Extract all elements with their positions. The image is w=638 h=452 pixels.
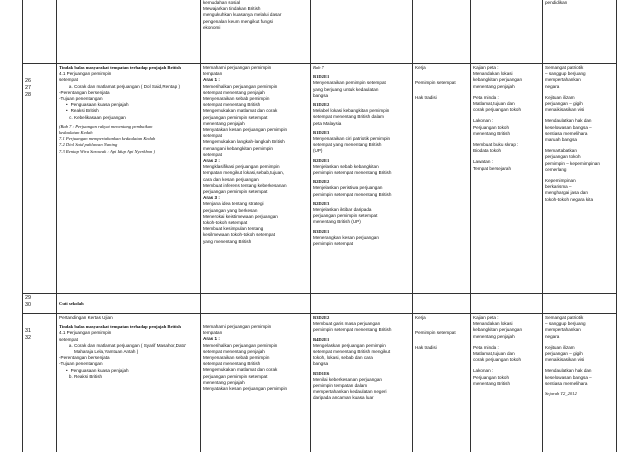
outcome-code: B2D2E1 — [313, 157, 330, 163]
objective-line: Membuat kesimpulan tentang — [203, 226, 264, 232]
outcomes-cell — [311, 314, 413, 452]
table-row-weeks-29-30 — [23, 294, 617, 314]
values-line: maruah bangsa — [545, 137, 577, 143]
values-line: Semangat patriotik — [545, 65, 584, 70]
objective-line: perjuangan pemimpin setempat — [203, 373, 268, 379]
values-line: Mendaulatkan hak dan — [545, 118, 592, 124]
objective-line: Memahami perjuangan pemimpin — [203, 65, 272, 70]
objective-line: setempat menentang British — [203, 102, 261, 108]
activity-line: Lakonan : — [473, 118, 494, 124]
objectives-cell — [201, 64, 311, 294]
outcome-text: tokoh, lokasi, sebab dan cara — [313, 355, 373, 361]
activity-line: Lawatan : — [473, 159, 493, 165]
values-cell — [543, 294, 617, 314]
outcome-text: yang berjuang untuk kedaulatan — [313, 86, 379, 92]
activity-line: Menandakan lokasi — [473, 71, 513, 77]
outcome-text: setempat menentang British dalam — [313, 114, 384, 120]
objective-line: menentang penjajah — [203, 379, 245, 385]
outcome-code: B1D2E3 — [313, 129, 330, 135]
objective-line: Aras 1 : — [203, 336, 220, 342]
topic-cell — [57, 294, 201, 314]
week-cell — [23, 64, 57, 294]
outcome-text: bangsa — [313, 361, 329, 367]
chapter-note — [59, 124, 198, 155]
objective-line: mengukuhkan kuasanya melalui dasar — [203, 12, 282, 18]
objective-line: menentang penjajah — [203, 120, 245, 126]
topic-cell — [57, 314, 201, 452]
activity-line: menentang penjajah — [473, 333, 515, 339]
topic-cell — [57, 64, 201, 294]
concept-line: Pemimpin setempat — [415, 80, 456, 86]
values-line: menaikisasikan visi — [545, 107, 585, 113]
outcome-text: Menerangkan kesan perjuangan — [313, 234, 379, 240]
outcome-text: pemimpin setempat — [313, 241, 354, 247]
outcome-text: mempertahankan kedaulatan negeri — [313, 389, 387, 395]
concept-line: Hak tradisi — [415, 345, 437, 351]
outcome-text: peta Malaysia — [313, 120, 342, 126]
outcome-text: menentang British (UP) — [313, 219, 361, 225]
objective-line: Aras 1 : — [203, 77, 220, 83]
activity-line: corak perjuangan tokoh — [473, 357, 522, 363]
objective-line: perjuangan pemimpin setempat — [203, 189, 268, 195]
objective-line: setempat menentang penjajah — [203, 348, 265, 354]
values-line: sentiasa memelihara — [545, 380, 588, 386]
bullet-item: • Penguasaan kuasa penjajah — [72, 102, 198, 108]
week-number: 27 — [25, 85, 31, 91]
topic-heading: Pertandingan Kertas Ujian — [59, 315, 113, 320]
topic-item: -Tujuan penentangan — [59, 96, 103, 102]
activity-cell — [471, 314, 543, 452]
objective-line: Menerokai keistimewaan perjuangan — [203, 213, 278, 219]
outcome-text: setempat menentang British mengikut — [313, 349, 391, 355]
outcome-text: pemimpin tempatan dalam — [313, 383, 368, 389]
outcome-text: pemimpin setempat menentang British — [313, 170, 392, 176]
topic-item: 4.1 Perjuangan pemimpin — [59, 330, 112, 336]
week-number: 28 — [25, 92, 31, 98]
values-line: mempertahankan — [545, 77, 581, 83]
activity-cell — [471, 64, 543, 294]
outcome-code: B3D2E1 — [313, 228, 330, 234]
values-line: cemerlang — [545, 166, 567, 172]
outcome-code: B1D2E2 — [313, 102, 330, 108]
topic-item: setempat — [59, 77, 78, 83]
objective-line: Memahami perjuangan pemimpin — [203, 324, 272, 329]
objective-line: setempat menentang British — [203, 361, 261, 367]
week-cell — [23, 314, 57, 452]
activity-line: Biodata tokoh — [473, 148, 502, 154]
chapter-note-line: 7.3 Rentap Wira Sarawak : Api Idup Api Nyerkbon ) — [59, 148, 156, 154]
concept-cell — [413, 294, 471, 314]
objective-line: perjuangan yang berkesan — [203, 207, 258, 213]
subtopic-item: a. Corak dan matlamat perjuangan ( Syarif Masahor,Dato' Maharaja Lela,Yamtuan Antah ) — [74, 343, 198, 355]
objective-line: tempatan mengikut lokasi,sebab,tujuan, — [203, 170, 284, 176]
values-line: pemimpin – kepemimpinan — [545, 160, 600, 166]
activity-line: Matlamat,tujuan dan — [473, 101, 515, 107]
objective-line: pengenalan keum mengikut fungsi — [203, 18, 273, 24]
objective-line: tempatan — [203, 330, 223, 336]
activity-line: Membuat buku skrap : — [473, 142, 519, 148]
outcome-code: B1D2E1 — [313, 74, 330, 80]
objective-line: Mengklasifikasi perjuangan pemimpin — [203, 164, 280, 170]
activity-line: Perjuangan tokoh — [473, 124, 510, 130]
objective-line: Menjana idea tentang strategi — [203, 201, 264, 207]
objective-line: Aras 2 : — [203, 158, 220, 164]
values-line: Memartabatkan — [545, 148, 577, 154]
outcome-code: B2D2E3 — [313, 200, 330, 206]
subtopic-list — [59, 84, 198, 90]
objective-line: kemudahan sosial — [203, 0, 241, 5]
values-line: menaikisasikan visi — [545, 357, 585, 363]
outcome-text: daripada ancaman kuasa luar — [313, 395, 374, 401]
activity-line: Peta minda : — [473, 94, 499, 100]
concept-line: Kerja — [415, 315, 426, 320]
values-line: berkarisma – — [545, 184, 572, 190]
objective-line: menangani kebangkitan pemimpin — [203, 145, 273, 151]
concept-cell — [413, 0, 471, 64]
objective-line: Mengemukakan matlamat dan corak — [203, 367, 278, 373]
values-line: negara — [545, 83, 560, 89]
objective-line: Menyatakan kesan perjuangan pemimpin — [203, 386, 288, 392]
objective-line: Menyenaraikan sebab pemimpin — [203, 355, 270, 361]
activity-line: menentang British — [473, 130, 511, 136]
outcome-text: Menjelaskan peristiwa perjuangan — [313, 185, 383, 191]
values-line: – sanggup berjuang — [545, 71, 586, 77]
values-line: sentiasa memelihara — [545, 130, 588, 136]
outcome-text: Melabel lokasi kebangkitan pemimpin — [313, 108, 390, 114]
outcome-text: Mengelaskan perjuangan pemimpin — [313, 342, 386, 348]
activity-line: Perjuangan tokoh — [473, 374, 510, 380]
week-cell — [23, 294, 57, 314]
objective-line: setempat — [203, 133, 222, 139]
values-cell — [543, 0, 617, 64]
outcome-text: Menyenaraikan ciri patriotik pemimpin — [313, 136, 391, 142]
topic-cell — [57, 0, 201, 64]
objective-line: ekonomi — [203, 24, 221, 30]
objective-line: perjuangan pemimpin setempat — [203, 114, 268, 120]
values-line: mempertahankan — [545, 327, 581, 333]
values-line: Kepemimpinan — [545, 178, 576, 184]
values-line: Mendaulatkan hak dan — [545, 368, 592, 374]
bullet-item: • Penguasaan kuasa penjajah — [72, 368, 198, 374]
outcomes-cell — [311, 294, 413, 314]
topic-item: -Tujuan penentangan — [59, 361, 103, 367]
outcome-code: B3D2E2 — [313, 315, 330, 320]
values-line: perjuangan – gigih — [545, 101, 583, 107]
activity-line: kebangkitan perjuangan — [473, 327, 523, 333]
week-number: 31 — [25, 328, 31, 334]
activity-line: menentang penjajah — [473, 83, 515, 89]
outcome-text: Menjelaskan sebab kebangkitan — [313, 163, 379, 169]
activity-line: Peta minda : — [473, 344, 499, 350]
concept-line: Hak tradisi — [415, 95, 437, 101]
outcome-text: bangsa — [313, 92, 329, 98]
outcome-text: (UP) — [313, 148, 323, 154]
activity-line: Matlamat,tujuan dan — [473, 351, 515, 357]
table-row-weeks-31-32 — [23, 314, 617, 452]
objectives-cell — [201, 0, 311, 64]
subtopic-item: a. Corak dan matlamat perjuangan ( Dol Said,Rentap ) — [74, 84, 198, 90]
bullet-item: • Reaksi British — [72, 108, 198, 114]
objective-line: Mengemukakan matlamat dan corak — [203, 108, 278, 114]
values-line: – sanggup berjuang — [545, 321, 586, 327]
document-signature: Sejarah T2_2012 — [545, 391, 577, 397]
outcome-text: perjuangan pemimpin setempat — [313, 213, 378, 219]
topic-title: Tindak balas masyarakat tempatan terhadap penjajah British — [59, 65, 181, 70]
concept-line: Pemimpin setempat — [415, 330, 456, 336]
topic-title: Tindak balas masyarakat tempatan terhadap penjajah British — [59, 324, 181, 330]
week-number: 32 — [25, 335, 31, 341]
chapter-note-line: 7.2 Diol Said pahlawan Naning — [59, 142, 118, 148]
concept-cell — [413, 64, 471, 294]
subtopic-item: c. Kebelikasaan perjuangan — [74, 115, 198, 121]
topic-item: 4.1 Perjuangan pemimpin — [59, 71, 112, 77]
topic-item: -Perentangan bersenjata — [59, 355, 110, 361]
objectives-cell — [201, 294, 311, 314]
outcomes-cell — [311, 0, 413, 64]
objective-line: Mengemukakan langkah-langkah British — [203, 139, 285, 145]
values-line: perjuangan tokoh — [545, 154, 581, 160]
table-row-continued — [23, 0, 617, 64]
values-line: Semangat patriotik — [545, 315, 584, 320]
values-line: Kejituan ilizam — [545, 344, 575, 350]
objective-line: tempatan — [203, 71, 223, 77]
values-cell — [543, 314, 617, 452]
subtopic-list — [59, 343, 198, 355]
subtopic-item: b. Reaksi British — [74, 374, 198, 380]
outcome-text: Menjelaskan iktibar daripada — [313, 207, 372, 213]
objective-line: Aras 3 : — [203, 195, 220, 201]
activity-line: kebangkitan perjuangan — [473, 77, 523, 83]
objective-line: setempat menentang penjajah — [203, 89, 265, 95]
values-line: Kejituan ilizam — [545, 94, 575, 100]
objective-line: Memerihalkan perjuangan pemimpin — [203, 83, 278, 89]
week-cell — [23, 0, 57, 64]
week-number: 29 — [25, 295, 31, 301]
chapter-note-line: 7.1 Perjuangan mempertahankan kedaulatan Kedah — [59, 136, 156, 142]
objective-line: Membuat inferens tentang keberkesanan — [203, 182, 287, 188]
chapter-note-line: (Bab 7 : Perjuangan rakyat menentang pembaikan — [59, 123, 153, 129]
values-cell — [543, 64, 617, 294]
outcome-text: pemimpin setempat menentang British — [313, 327, 392, 333]
topic-item: setempat — [59, 336, 78, 342]
values-line: keselowasan bangsa – — [545, 374, 592, 380]
holiday-label: Cuti sekolah — [59, 301, 84, 306]
objective-line: cara dan kesan perjuangan — [203, 176, 259, 182]
topic-item: -Perentangan bersenjata — [59, 89, 110, 95]
objectives-cell — [201, 314, 311, 452]
activity-line: corak perjuangan tokoh — [473, 107, 522, 113]
activity-line: Kajian peta : — [473, 315, 499, 320]
concept-cell — [413, 314, 471, 452]
values-line: negara — [545, 333, 560, 339]
activity-cell — [471, 294, 543, 314]
outcome-code: B2D2E2 — [313, 179, 330, 185]
concept-line: Kerja — [415, 65, 426, 70]
values-text: pendidikan — [545, 0, 568, 5]
activity-line: Kajian peta : — [473, 65, 499, 70]
objective-line: setempat — [203, 151, 222, 157]
objective-line: kesilmewaan tokoh-tokoh setempat — [203, 232, 276, 238]
table-row-weeks-26-28 — [23, 64, 617, 294]
activity-line: Menandakan lokasi — [473, 321, 513, 327]
outcomes-cell — [311, 64, 413, 294]
chapter-note-line: kedaulatan Kedah — [59, 130, 93, 136]
subtopic-list — [59, 374, 198, 380]
objective-line: Mewajarkan tindakan British — [203, 6, 261, 12]
week-number: 30 — [25, 302, 31, 308]
objective-line: tokoh-tokoh setempat — [203, 220, 248, 226]
outcome-text: pemimpin setempat menentang British — [313, 191, 392, 197]
values-line: perjuangan – gigih — [545, 351, 583, 357]
objective-line: yang menentang British — [203, 238, 252, 244]
values-line: menghargai jasa dan — [545, 190, 588, 196]
activity-cell — [471, 0, 543, 64]
objective-line: Menyenaraikan sebab pemimpin — [203, 96, 270, 102]
outcome-code: Bab 7 — [313, 65, 324, 70]
activity-line: menentang British — [473, 380, 511, 386]
objective-line: Memerihalkan perjuangan pemimpin — [203, 342, 278, 348]
outcome-code: B5D1E6 — [313, 370, 330, 376]
values-line: keselowasan bangsa – — [545, 124, 592, 130]
activity-line: Tempat bersejarah — [473, 165, 512, 171]
bullet-list — [59, 102, 198, 114]
outcome-text: Membuat garis masa perjuangan — [313, 321, 381, 327]
objective-line: Menyatakan kesan perjuangan pemimpin — [203, 127, 288, 133]
outcome-code: B4D2E1 — [313, 336, 330, 342]
outcome-text: Menilai keberkesanan perjuangan — [313, 376, 382, 382]
outcome-text: Menyenaraikan pemimpin setempat — [313, 80, 386, 86]
values-line: tokoh-tokoh negara kita — [545, 196, 594, 202]
lesson-plan-table — [22, 0, 617, 452]
outcome-text: setempat yang menentang British — [313, 142, 382, 148]
week-number: 26 — [25, 78, 31, 84]
activity-line: Lakonan : — [473, 368, 494, 374]
